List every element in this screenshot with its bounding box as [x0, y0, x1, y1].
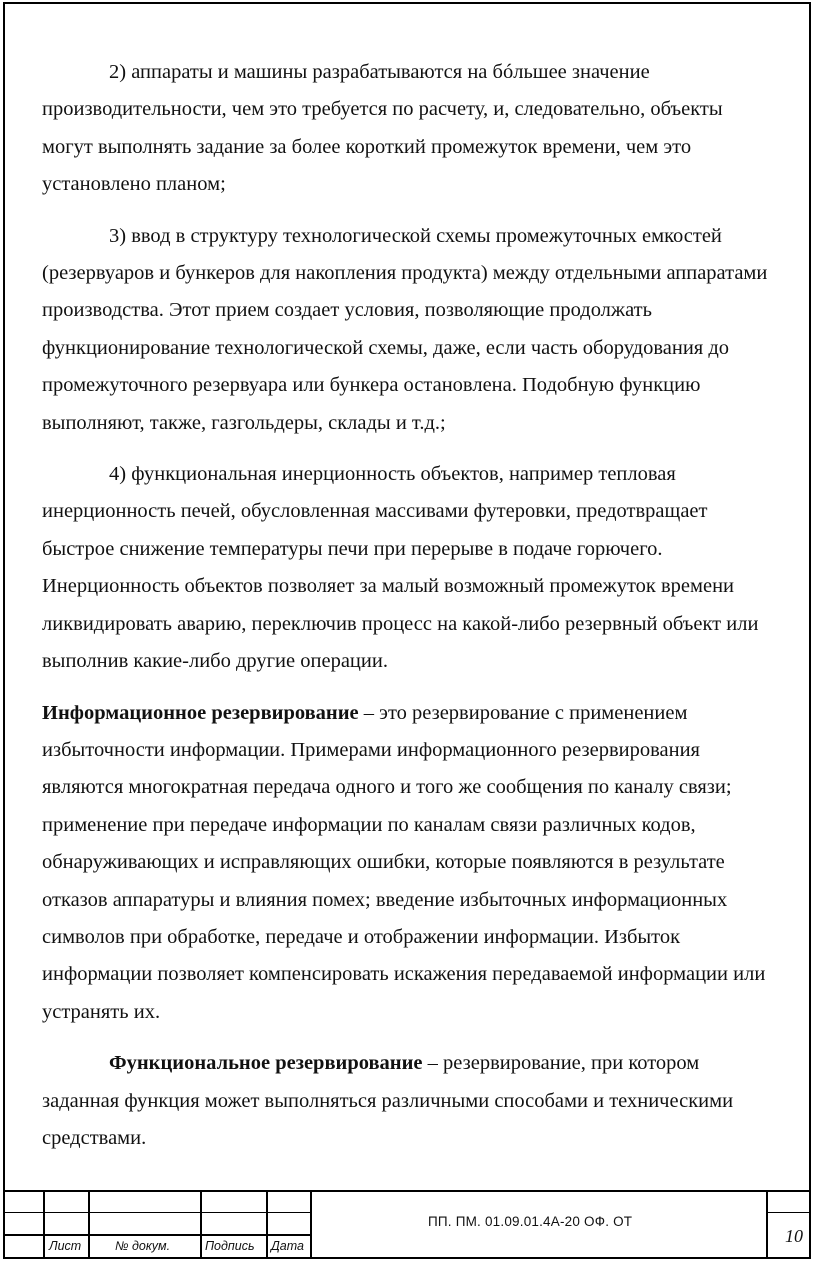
stamp-label-doc-number: № докум.	[115, 1239, 171, 1253]
stamp-label-date: Дата	[271, 1239, 304, 1253]
title-block-divider	[43, 1192, 45, 1259]
paragraph-item-4: 4) функциональная инерционность объектов, например тепловая инерционность печей, обусловленная массивами футеровки, предотвращает быстрое снижение температуры печи при перерыве в подаче горючего. Инерционность объектов позволяет за малый возможный промежуток времени ликвидировать аварию, переключив процесс на какой-либо резервный объект или выполнив какие-либо другие операции.	[42, 463, 759, 673]
title-block-rule	[766, 1212, 811, 1213]
title-block-divider	[310, 1192, 312, 1259]
title-block-rule	[3, 1234, 311, 1236]
title-block-divider	[200, 1192, 202, 1259]
title-block-rule	[3, 1212, 311, 1213]
term-functional-reservation: Функциональное резервирование	[109, 1052, 423, 1075]
title-block-divider	[266, 1192, 268, 1259]
term-information-reservation: Информационное резервирование	[42, 701, 359, 724]
definition-information-reservation: – это резервирование с применением избыточности информации. Примерами информационного резервирования являются многократная передача одного и того же сообщения по каналу связи; применение при передаче информации по каналам связи различных кодов, обнаруживающих и исправляющих ошибки, которые появляются в результате отказов аппаратуры и влияния помех; введение избыточных информационных символов при обработке, передаче и отображении информации. Избыток информации позволяет компенсировать искажения передаваемой информации или устранять их.	[42, 701, 766, 1023]
title-block	[3, 1190, 811, 1259]
document-body	[42, 54, 772, 1157]
paragraph-information-reservation	[42, 695, 772, 1032]
paragraph-item-3: 3) ввод в структуру технологической схемы промежуточных емкостей (резервуаров и бункеров для накопления продукта) между отдельными аппаратами производства. Этот прием создает условия, позволяющие продолжать функционирование технологической схемы, даже, если часть оборудования до промежуточного резервуара или бункера остановлена. Подобную функцию выполняют, также, газгольдеры, склады и т.д.;	[42, 224, 768, 434]
definition-functional-reservation: – резервирование, при котором заданная функция может выполняться различными способами и техническими средствами.	[42, 1052, 734, 1149]
paragraph-item-2: 2) аппараты и машины разрабатываются на бóльшее значение производительности, чем это требуется по расчету, и, следовательно, объекты могут выполнять задание за более короткий промежуток времени, чем это установлено планом;	[42, 61, 723, 196]
document-code: ПП. ПМ. 01.09.01.4А-20 ОФ. ОТ	[428, 1214, 633, 1229]
stamp-label-sheet: Лист	[49, 1239, 82, 1253]
page-number: 10	[785, 1226, 803, 1246]
title-block-divider	[766, 1192, 768, 1259]
stamp-label-signature: Подпись	[205, 1239, 255, 1253]
paragraph-functional-reservation	[42, 1045, 772, 1157]
title-block-divider	[88, 1192, 90, 1259]
